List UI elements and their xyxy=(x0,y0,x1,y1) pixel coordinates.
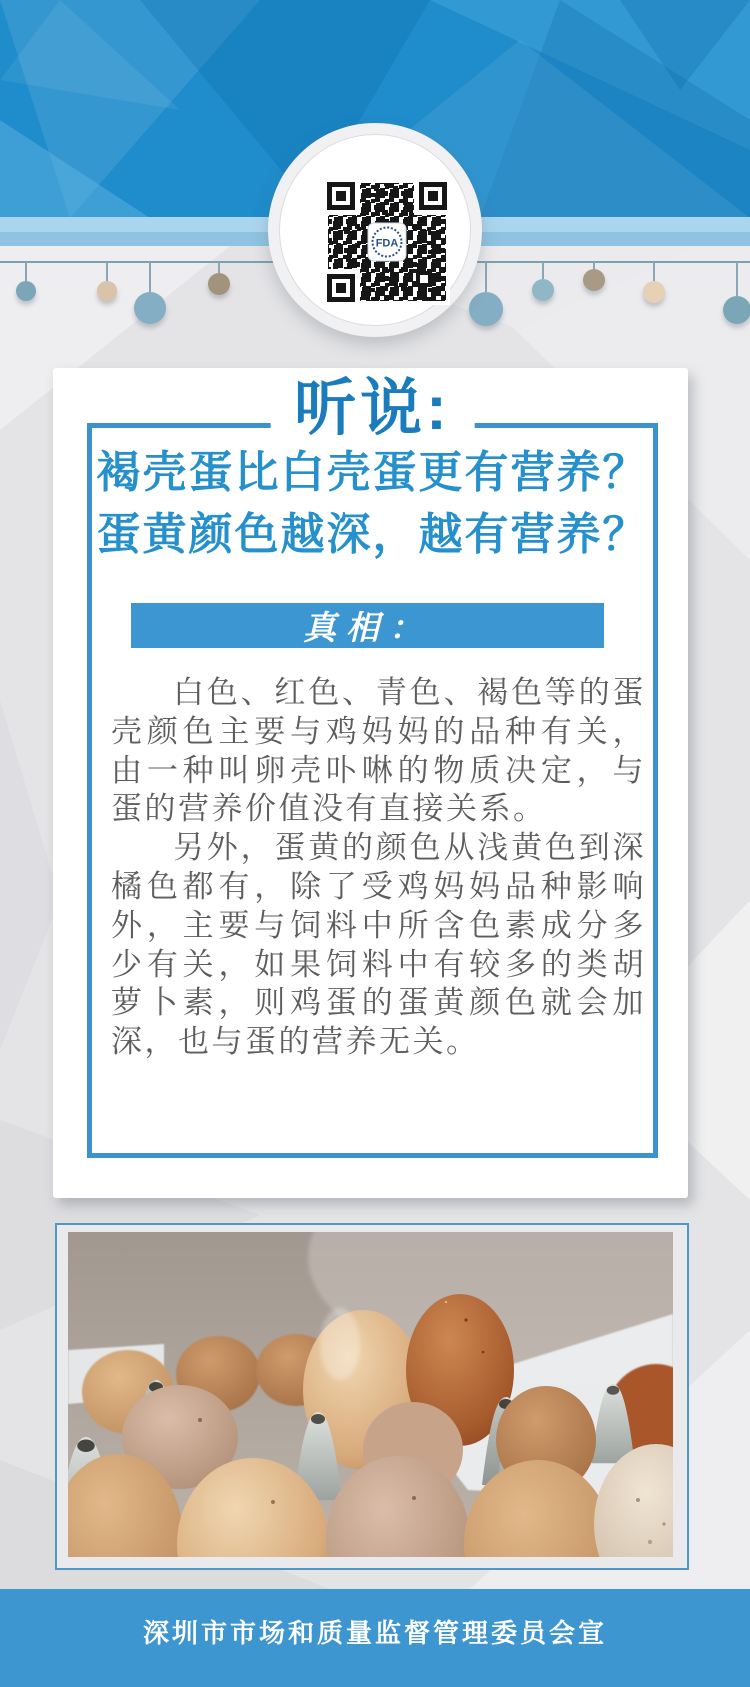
card-border xyxy=(87,374,658,1158)
ornament-string xyxy=(149,262,151,292)
ornament-circle xyxy=(723,296,750,324)
qr-code-icon xyxy=(324,179,450,305)
ornament-string xyxy=(485,262,487,292)
myth-question-1: 褐壳蛋比白壳蛋更有营养？ xyxy=(96,448,649,497)
ornament-string xyxy=(25,262,27,281)
ornament-string xyxy=(736,262,738,296)
ornament-string xyxy=(593,262,595,269)
myth-card xyxy=(53,368,688,1198)
eggs-photo xyxy=(68,1232,673,1557)
qr-badge-inner-ring xyxy=(279,134,471,326)
ornament-circle xyxy=(583,269,605,291)
ornament-circle xyxy=(643,281,665,303)
ornament-circle xyxy=(97,281,117,301)
truth-bar xyxy=(131,603,604,648)
body-paragraph-2: 另外，蛋黄的颜色从浅黄色到深橘色都有，除了受鸡妈妈品种影响外，主要与饲料中所含色素成分多少有关，如果饲料中有较多的类胡萝卜素，则鸡蛋的蛋黄颜色就会加深，也与蛋的营养无关。 xyxy=(111,830,646,1060)
myth-question-2: 蛋黄颜色越深，越有营养？ xyxy=(96,510,649,559)
ornament-string xyxy=(106,262,108,281)
body-paragraph-1: 白色、红色、青色、褐色等的蛋壳颜色主要与鸡妈妈的品种有关，由一种叫卵壳卟啉的物质决定，与蛋的营养价值没有直接关系。 xyxy=(111,675,646,827)
ornament-circle xyxy=(532,279,554,301)
truth-label: 真相： xyxy=(303,609,432,646)
footer-credit: 深圳市市场和质量监督管理委员会宣 xyxy=(142,1618,607,1648)
fda-logo-text: FDA xyxy=(375,237,399,250)
ornament-string xyxy=(542,262,544,279)
ornament-circle xyxy=(16,281,36,301)
footer-banner xyxy=(0,1589,750,1687)
header-banner xyxy=(0,0,750,340)
ornament-string xyxy=(653,262,655,281)
qr-badge xyxy=(268,123,482,337)
ornament-string xyxy=(218,262,220,273)
ornament-circle xyxy=(469,292,503,326)
fda-logo xyxy=(368,223,406,261)
card-title: 听说: xyxy=(270,374,475,444)
ornament-circle xyxy=(134,292,166,324)
ornament-circle xyxy=(208,273,230,295)
